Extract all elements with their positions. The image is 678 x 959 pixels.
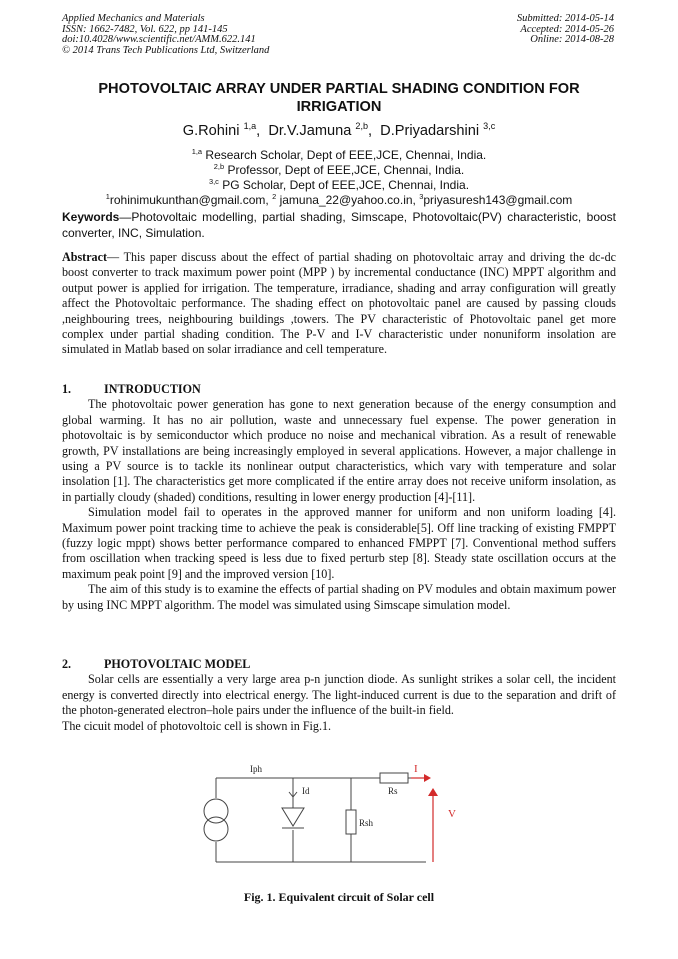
shunt-resistor-icon [346, 810, 356, 834]
current-source-icon [204, 817, 228, 841]
journal-copyright: © 2014 Trans Tech Publications Ltd, Switzerland [62, 44, 270, 56]
label-rs: Rs [388, 786, 398, 796]
label-rsh: Rsh [359, 818, 374, 828]
keywords-text: —Photovoltaic modelling, partial shading, Simscape, Photovoltaic(PV) characteristic, boost converter, INC, Simulation. [62, 210, 616, 240]
author-sup: 3,c [483, 121, 496, 132]
author-name: G.Rohini [182, 123, 240, 139]
abstract-text: — This paper discuss about the effect of partial shading on photovoltaic array and driving the dc-dc boost converter to track maximum power point (MPP ) by incremental conductance (INC) MPPT algorithm and output power is applied for irrigation. The temperature, irradiance, shading and array configuration will greatly affect the Photovoltaic performance. The shading effect on photovoltaic panel are caused by passing clouds ,neighbouring trees, neighbouring buildings ,towers. The PV characteristic of Photovoltaic panel get more complex under partial shading condition. The P-V and I-V characteristic under nonuniform insolation are simulated in Matlab based on solar irradiance and cell temperature. [62, 250, 616, 357]
author-name: D.Priyadarshini [380, 123, 480, 139]
paragraph: The photovoltaic power generation has gone to next generation because of the energy consumption and global warming. It has no air pollution, waste and unnecessary fuel expense. The power generation in photovoltaic is by semiconductor which produce no noise and mechanical vibration. As a result of renewable growth, PV installations are being increasingly employed in several applications. However, a major challenge in using a PV source is to tackle its nonlinear output characteristics, which vary with temperature and solar insolation [1]. The characteristics get more complicated if the entire array does not receive uniform insolation, as in partially cloudy (shaded) conditions, resulting in lower energy production [4]-[11]. [62, 397, 616, 504]
email-link[interactable]: priyasuresh143@gmail.com [423, 193, 573, 207]
label-id: Id [302, 786, 310, 796]
paragraph: The aim of this study is to examine the effects of partial shading on PV modules and obtain maximum power by using INC MPPT algorithm. The model was simulated using Simscape simulation model. [62, 582, 616, 612]
series-resistor-icon [380, 773, 408, 783]
section-photovoltaic-model [62, 657, 616, 734]
diode-icon [282, 808, 304, 826]
abstract-label: Abstract [62, 250, 108, 264]
section-heading: 1. INTRODUCTION [62, 382, 201, 396]
current-source-icon [204, 799, 228, 823]
email-link[interactable]: jamuna_22@yahoo.co.in, [279, 193, 416, 207]
label-v: V [448, 808, 456, 820]
section-heading: 2. PHOTOVOLTAIC MODEL [62, 657, 251, 671]
author-list: G.Rohini $^{1,a}$, Dr.V.Jamuna $^{2,b}$, D.Priyadarshini $^{3,c}$ [182, 121, 496, 139]
email-line: $^1$rohinimukunthan@gmail.com, $^2$ jamuna_22@yahoo.co.in, $^3$priyasuresh143@gmail.com [105, 192, 573, 207]
paper-title: PHOTOVOLTAIC ARRAY UNDER PARTIAL SHADING CONDITION FOR IRRIGATION [98, 81, 580, 115]
journal-name: Applied Mechanics and Materials [62, 13, 205, 24]
keywords [62, 210, 616, 241]
paragraph: The cicuit model of photovoltoic cell is shown in Fig.1. [62, 718, 332, 733]
label-iph: Iph [250, 764, 262, 774]
affiliation-line: $^{1,a}$ Research Scholar, Dept of EEE,JCE, Chennai, India. [191, 147, 487, 162]
author-sup: 1,a [243, 121, 257, 132]
accepted-date: Accepted: 2014-05-26 [520, 23, 614, 35]
paragraph: Solar cells are essentially a very large area p-n junction diode. As sunlight strikes a solar cell, the incident energy is converted directly into electrical energy. The light-induced current is due to the separation and drift of the photon-generated electron–hole pairs under the influence of the built-in field. [62, 672, 616, 718]
email-link[interactable]: rohinimukunthan@gmail.com, [109, 193, 269, 207]
section-introduction [62, 382, 616, 613]
affiliations [62, 148, 616, 208]
journal-doi: doi:10.4028/www.scientific.net/AMM.622.141 [62, 34, 256, 46]
abstract [62, 250, 616, 358]
paragraph: Simulation model fail to operates in the approved manner for uniform and non uniform loading [4]. Maximum power point tracking time to achieve the peak is considerable[5]. Off line tracking of existing FMPPT (fuzzy logic mppt) shows better performance compared to enhanced FMPPT [7]. Conventional method suffers from oscillation when tracking speed is less due to fixed perturb step [8]. Steady state oscillation occurs at the maximum peak point [9] and the improved version [10]. [62, 505, 616, 581]
online-date: Online: 2014-08-28 [530, 34, 614, 46]
journal-info [62, 14, 269, 56]
keywords-label: Keywords [62, 210, 120, 224]
publication-dates [517, 14, 614, 46]
affiliation-line: $^{3,c}$ PG Scholar, Dept of EEE,JCE, Chennai, India. [208, 177, 470, 192]
label-i: I [414, 763, 418, 775]
voltage-arrowhead [428, 788, 438, 796]
pv-equivalent-circuit [200, 760, 470, 872]
submitted-date: Submitted: 2014-05-14 [516, 13, 614, 24]
affiliation-line: $^{2,b}$ Professor, Dept of EEE,JCE, Chennai, India. [213, 162, 465, 177]
author-sup: 2,b [355, 121, 368, 132]
figure-caption: Fig. 1. Equivalent circuit of Solar cell [243, 890, 435, 904]
journal-issn: ISSN: 1662-7482, Vol. 622, pp 141-145 [62, 23, 228, 35]
author-name: Dr.V.Jamuna [268, 123, 352, 139]
output-current-arrowhead [424, 774, 431, 782]
